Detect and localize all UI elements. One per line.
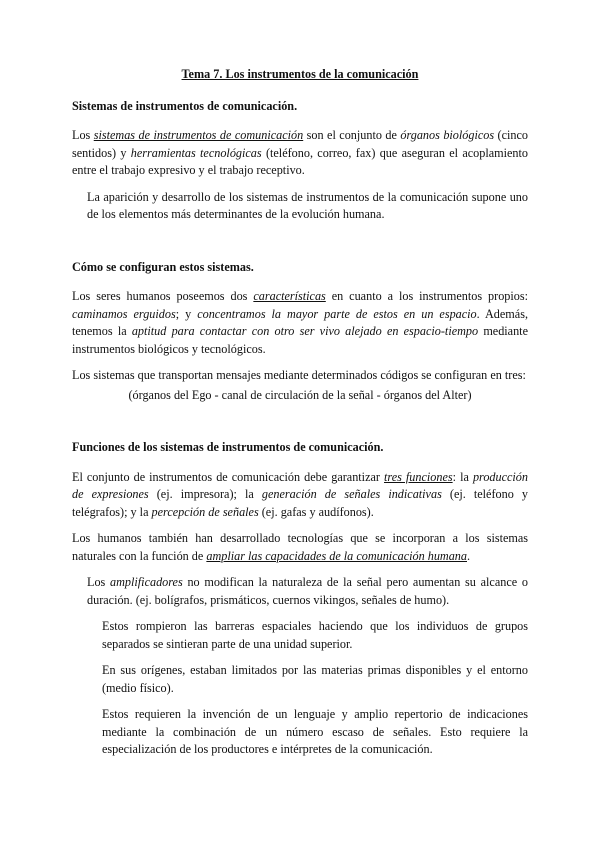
- underlined-term: características: [253, 289, 326, 303]
- spacer: [72, 233, 528, 259]
- paragraph-tecnologias: Los humanos también han desarrollado tecnologías que se incorporan a los sistemas naturales con la función de ampliar las capacidades de la comunicación humana.: [72, 531, 528, 563]
- section-heading-funciones: Funciones de los sistemas de instrumentos de comunicación.: [72, 440, 384, 454]
- paragraph-aparicion: La aparición y desarrollo de los sistemas de instrumentos de la comunicación supone uno de los elementos más determinantes de la evolución humana.: [87, 189, 528, 221]
- underlined-term: tres funciones: [384, 469, 453, 484]
- paragraph-sistemas-definicion: Los sistemas de instrumentos de comunicación son el conjunto de órganos biológicos (cinco sentidos) y herramientas tecnológicas (teléfono, correo, fax) que aseguran el acoplamiento entre el trabajo expresivo y el trabajo receptivo.: [72, 128, 528, 177]
- paragraph-amplificadores: Los amplificadores no modifican la naturaleza de la señal pero aumentan su alcance o duración. (ej. bolígrafos, prismáticos, cuernos vikingos, señales de humo).: [87, 575, 528, 607]
- section-heading-sistemas: Sistemas de instrumentos de comunicación.: [72, 98, 298, 113]
- underlined-term: sistemas de instrumentos de comunicación: [93, 128, 304, 142]
- paragraph-lenguaje: Estos requieren la invención de un lenguaje y amplio repertorio de indicaciones mediante la combinación de un número escaso de señales. Esto requiere la especialización de los productores e intérpretes de la comunicación.: [102, 707, 528, 756]
- paragraph-origenes: En sus orígenes, estaban limitados por las materias primas disponibles y el entorno (medio físico).: [102, 663, 528, 695]
- underlined-term: ampliar las capacidades de la comunicación humana: [206, 548, 467, 563]
- section-heading-configuran: Cómo se configuran estos sistemas.: [72, 259, 254, 274]
- page-title: Tema 7. Los instrumentos de la comunicación: [181, 67, 419, 81]
- paragraph-tres-funciones: El conjunto de instrumentos de comunicación debe garantizar tres funciones: la producción de expresiones (ej. impresora); la generación de señales indicativas (ej. teléfono y telégrafos); y la percepción de señales (ej. gafas y audífonos).: [72, 469, 528, 519]
- document-page: [72, 66, 528, 768]
- spacer: [72, 413, 528, 439]
- paragraph-sistemas-tres: Los sistemas que transportan mensajes mediante determinados códigos se configuran en tres:: [72, 368, 526, 382]
- paragraph-organos: (órganos del Ego - canal de circulación de la señal - órganos del Alter): [128, 387, 472, 402]
- paragraph-caracteristicas: Los seres humanos poseemos dos características en cuanto a los instrumentos propios: caminamos erguidos; y concentramos la mayor parte de estos en un espacio. Además, tenemos la aptitud para contactar con otro ser vivo alejado en espacio-tiempo mediante instrumentos biológicos y tecnológicos.: [72, 289, 528, 356]
- paragraph-barreras: Estos rompieron las barreras espaciales haciendo que los individuos de grupos separados se sintieran parte de una unidad superior.: [102, 619, 528, 651]
